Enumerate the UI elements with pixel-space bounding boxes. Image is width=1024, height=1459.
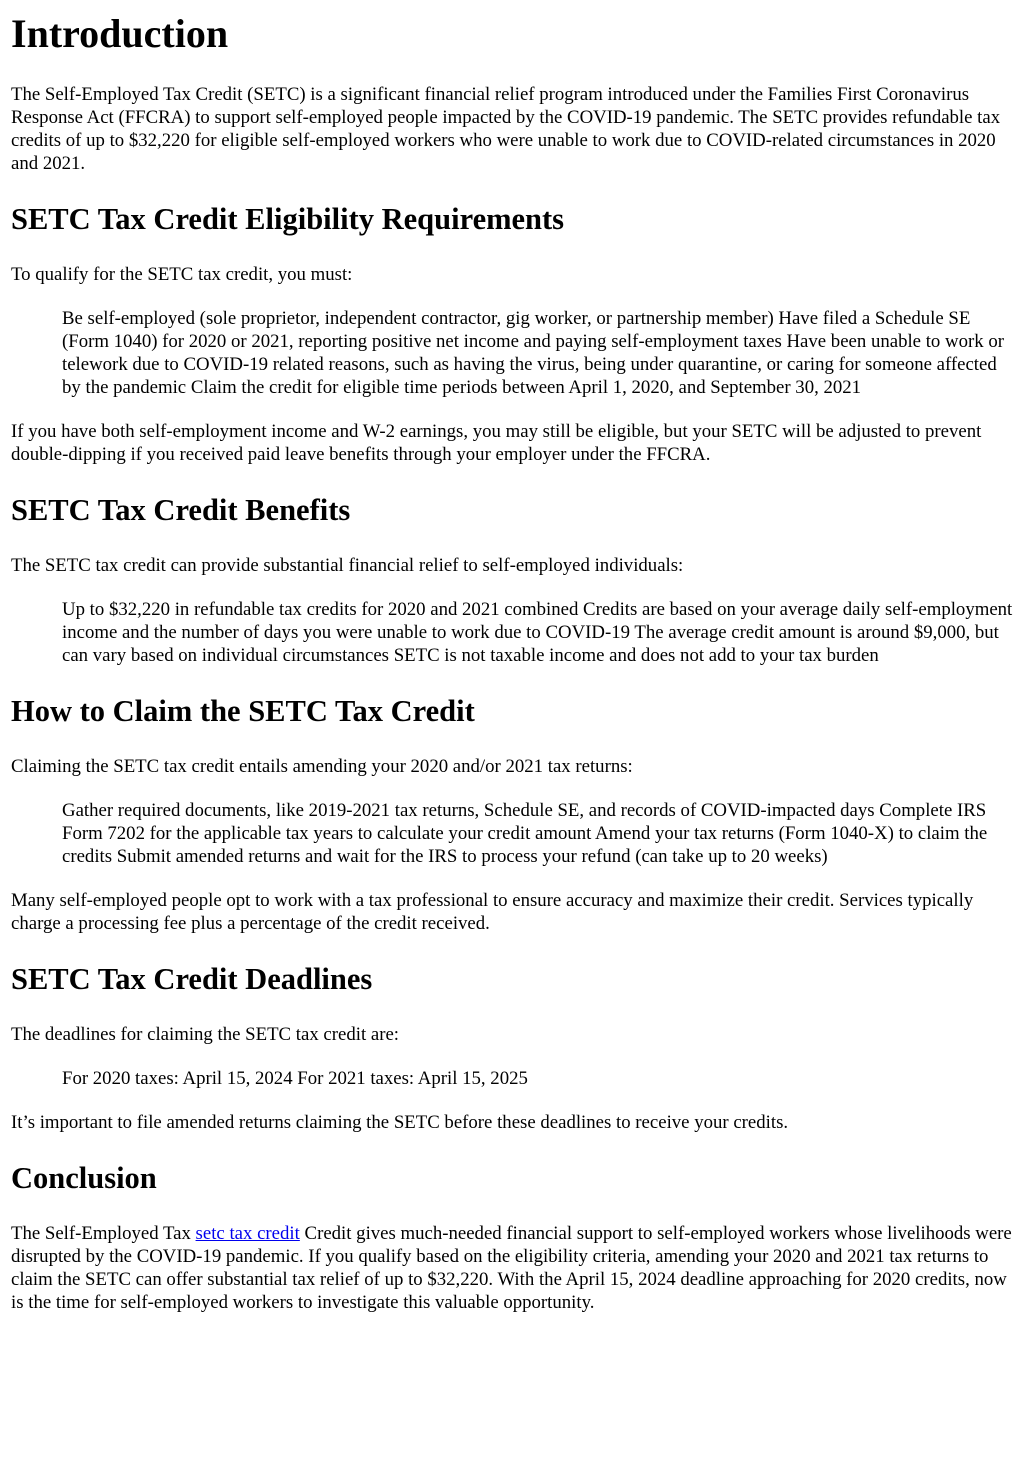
deadlines-lead: The deadlines for claiming the SETC tax credit are: [11,1024,400,1045]
conclusion-heading: Conclusion [11,1161,157,1195]
benefits-heading: SETC Tax Credit Benefits [11,493,351,527]
eligibility-note: If you have both self-employment income and W-2 earnings, you may still be eligible, but your SETC will be adjusted to prevent double-dipping if you received paid leave benefits through your employer under the FFCRA. [11,421,982,465]
deadlines-quote: For 2020 taxes: April 15, 2024 For 2021 taxes: April 15, 2025 [62,1068,528,1089]
intro-paragraph: The Self-Employed Tax Credit (SETC) is a significant financial relief program introduced under the Families First Coronavirus Response Act (FFCRA) to support self-employed people impacted by the COVID-19 pandemic. The SETC provides refundable tax credits of up to $32,220 for eligible self-employed workers who were unable to work due to COVID-related circumstances in 2020 and 2021. [11,84,1001,174]
claim-heading: How to Claim the SETC Tax Credit [11,694,475,728]
conclusion-text-before-link: The Self-Employed Tax [11,1223,196,1244]
benefits-lead: The SETC tax credit can provide substantial financial relief to self-employed individuals: [11,555,684,576]
conclusion-text-after-link: Credit gives much-needed financial support to self-employed workers whose livelihoods were disrupted by the COVID-19 pandemic. If you qualify based on the eligibility criteria, amending your 2020 and 2021 tax returns to claim the SETC can offer substantial tax relief of up to $32,220. With the April 15, 2024 deadline approaching for 2020 credits, now is the time for self-employed workers to investigate this valuable opportunity. [11,1223,1012,1313]
eligibility-lead: To qualify for the SETC tax credit, you must: [11,264,353,285]
claim-note: Many self-employed people opt to work with a tax professional to ensure accuracy and maximize their credit. Services typically charge a processing fee plus a percentage of the credit received. [11,890,974,934]
conclusion-paragraph [11,1222,1013,1314]
benefits-quote: Up to $32,220 in refundable tax credits for 2020 and 2021 combined Credits are based on your average daily self-employment income and the number of days you were unable to work due to COVID-19 The average credit amount is around $9,000, but can vary based on individual circumstances SETC is not taxable income and does not add to your tax burden [62,599,1013,666]
claim-lead: Claiming the SETC tax credit entails amending your 2020 and/or 2021 tax returns: [11,756,633,777]
deadlines-note: It’s important to file amended returns claiming the SETC before these deadlines to receive your credits. [11,1112,789,1133]
eligibility-quote: Be self-employed (sole proprietor, independent contractor, gig worker, or partnership member) Have filed a Schedule SE (Form 1040) for 2020 or 2021, reporting positive net income and paying self-employment taxes Have been unable to work or telework due to COVID-19 related reasons, such as having the virus, being under quarantine, or caring for someone affected by the pandemic Claim the credit for eligible time periods between April 1, 2020, and September 30, 2021 [62,308,1004,398]
deadlines-heading: SETC Tax Credit Deadlines [11,962,373,996]
claim-quote: Gather required documents, like 2019-2021 tax returns, Schedule SE, and records of COVID-impacted days Complete IRS Form 7202 for the applicable tax years to calculate your credit amount Amend your tax returns (Form 1040-X) to claim the credits Submit amended returns and wait for the IRS to process your refund (can take up to 20 weeks) [62,800,988,867]
article [0,11,1024,1314]
eligibility-heading: SETC Tax Credit Eligibility Requirements [11,202,565,236]
page-title: Introduction [11,11,229,56]
setc-tax-credit-link[interactable]: setc tax credit [195,1223,300,1244]
